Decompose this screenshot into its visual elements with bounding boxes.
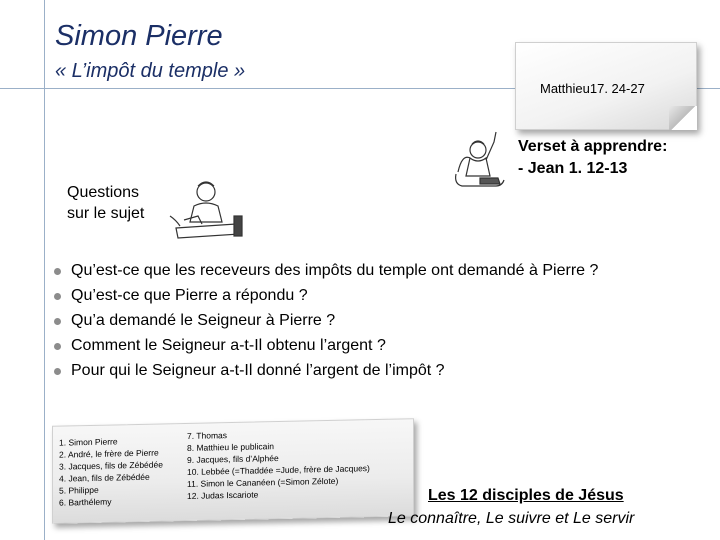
reference-note xyxy=(515,42,697,130)
disciple-item: 10. Lebbée (=Thaddée =Jude, frère de Jacques) xyxy=(187,463,370,477)
disciple-item: 5. Philippe xyxy=(59,484,99,496)
questions-heading-line1: Questions xyxy=(67,184,140,201)
disciple-item: 11. Simon le Cananéen (=Simon Zélote) xyxy=(187,475,339,489)
reading-child-clipart xyxy=(452,128,508,194)
question-text: Comment le Seigneur a-t-Il obtenu l’argent ? xyxy=(71,337,386,354)
bullet-icon xyxy=(54,293,61,300)
list-item xyxy=(56,308,598,333)
bullet-icon xyxy=(54,268,61,275)
disciples-list-right xyxy=(187,426,370,502)
footer-subtitle: Le connaître, Le suivre et Le servir xyxy=(388,510,635,527)
questions-list xyxy=(56,258,598,383)
verse-label: Verset à apprendre: xyxy=(518,138,668,155)
list-item xyxy=(56,258,598,283)
verse-reference: - Jean 1. 12-13 xyxy=(518,160,628,177)
disciple-item: 6. Barthélemy xyxy=(59,496,112,508)
disciple-item: 9. Jacques, fils d’Alphée xyxy=(187,453,279,465)
bible-reference: Matthieu17. 24-27 xyxy=(540,81,645,96)
disciple-item: 4. Jean, fils de Zébédée xyxy=(59,471,150,484)
disciple-item: 1. Simon Pierre xyxy=(59,436,118,448)
bullet-icon xyxy=(54,318,61,325)
questions-heading xyxy=(67,182,144,224)
verse-to-learn xyxy=(518,136,667,180)
disciple-item: 3. Jacques, fils de Zébédée xyxy=(59,459,163,472)
page-curl xyxy=(669,106,697,130)
disciple-item: 12. Judas Iscariote xyxy=(187,489,259,501)
footer-title: Les 12 disciples de Jésus xyxy=(428,487,624,504)
list-item xyxy=(56,283,598,308)
question-text: Qu’a demandé le Seigneur à Pierre ? xyxy=(71,312,336,329)
list-item xyxy=(56,358,598,383)
list-item xyxy=(56,333,598,358)
disciple-item: 8. Matthieu le publicain xyxy=(187,441,274,453)
studying-child-clipart xyxy=(168,176,250,242)
bullet-icon xyxy=(54,343,61,350)
disciple-item: 7. Thomas xyxy=(187,430,228,441)
question-text: Qu’est-ce que les receveurs des impôts du temple ont demandé à Pierre ? xyxy=(71,262,599,279)
disciples-card xyxy=(52,418,414,524)
bullet-icon xyxy=(54,368,61,375)
page-title: Simon Pierre xyxy=(55,20,223,52)
questions-heading-line2: sur le sujet xyxy=(67,205,145,222)
page-subtitle: « L’impôt du temple » xyxy=(55,60,246,82)
vertical-guide-line xyxy=(44,0,45,540)
disciple-item: 2. André, le frère de Pierre xyxy=(59,447,159,460)
question-text: Pour qui le Seigneur a-t-Il donné l’argent de l’impôt ? xyxy=(71,362,445,379)
disciples-list-left xyxy=(59,434,163,508)
question-text: Qu’est-ce que Pierre a répondu ? xyxy=(71,287,308,304)
